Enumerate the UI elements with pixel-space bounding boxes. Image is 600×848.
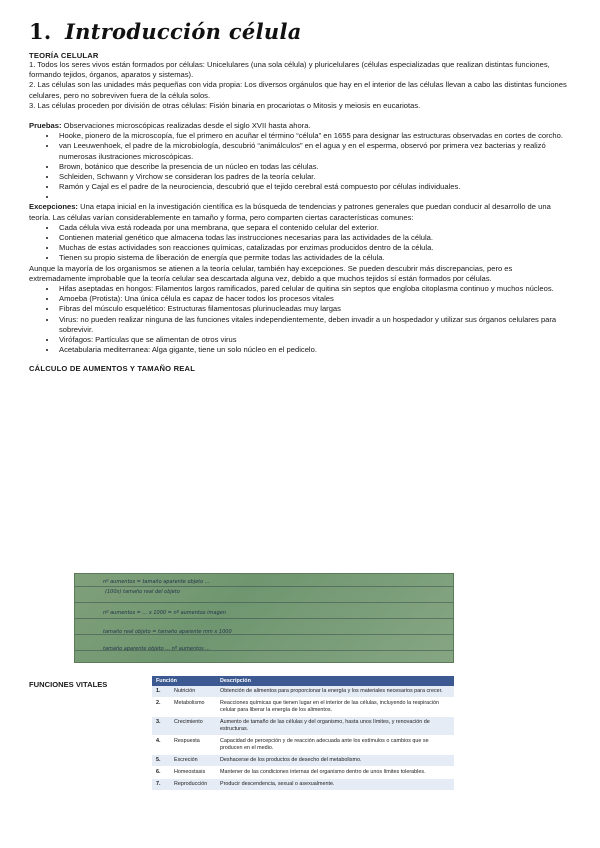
teoria-p2: 2. Las células son las unidades más pequeñas con vida propia: Los diversos orgánulos que hay en el interior de las células llevan a cabo las distintas funciones celulares, pero no sobreviven fuera de la célula solos. (29, 80, 567, 100)
pruebas-text: Observaciones microscópicas realizadas desde el siglo XVII hasta ahora. (61, 121, 311, 131)
title-text: Introducción célula (65, 18, 302, 44)
row-description: Reacciones químicas que tienen lugar en el interior de las células, incluyendo la respiración celular para liberar la energía de los alimentos. (216, 698, 454, 717)
row-function: Excreción (170, 755, 216, 767)
header-descripcion: Descripción (216, 676, 454, 686)
calculo-heading: CÁLCULO DE AUMENTOS Y TAMAÑO REAL (29, 364, 196, 374)
teoria-p1: 1. Todos los seres vivos están formados por células: Unicelulares (una sola célula) y pluricelulares (células especializadas que realizan distintas funciones, formando tejidos, órganos, aparatos y sistemas). (29, 60, 550, 80)
row-description: Aumento de tamaño de las células y del organismo, hasta unos límites, y renovación de estructuras. (216, 717, 454, 736)
list-item: • van Leeuwenhoek, el padre de la microbiología, descubrió “animálculos” en el agua y en el esperma, observó por primera vez bacterias y realizó numerosas ilustraciones microscópicas. (57, 141, 571, 161)
row-description: Capacidad de percepción y de reacción adecuada ante los estímulos o cambios que se producen en el medio. (216, 736, 454, 755)
excepciones-text: Una etapa inicial en la investigación científica es la búsqueda de tendencias y patrones generales que puedan conducir al desarrollo de una teoría. Las células varían considerablemente en tamaño y forma, pero comparten ciertas características comunes: (29, 202, 551, 222)
table-row (152, 755, 454, 767)
header-funcion: Función (152, 676, 216, 686)
list-item: • Acetabularia mediterranea: Alga gigante, tiene un solo núcleo en el pedicelo. (57, 345, 571, 355)
table-row (152, 736, 454, 755)
row-number: 4. (152, 736, 170, 755)
row-number: 2. (152, 698, 170, 717)
list-item: • Amoeba (Protista): Una única célula es capaz de hacer todos los procesos vitales (57, 294, 571, 304)
row-number: 7. (152, 779, 170, 791)
list-item: • Fibras del músculo esquelético: Estructuras filamentosas plurinucleadas muy largas (57, 304, 571, 314)
table-row (152, 686, 454, 698)
excepciones-label: Excepciones: (29, 202, 78, 212)
row-number: 5. (152, 755, 170, 767)
excepciones-paragraph (29, 202, 571, 222)
table-row (152, 717, 454, 736)
list-item: • Ramón y Cajal es el padre de la neurociencia, descubrió que el tejido cerebral está compuesto por células individuales. (57, 182, 571, 192)
title-number: 1. (29, 18, 52, 44)
row-number: 6. (152, 767, 170, 779)
document-page (29, 18, 571, 373)
handwritten-notes-photo: nº aumentos = tamaño aparente objeto ... (100x) tamaño real del objeto nº aumentos = ... x 1000 = nº aumentos imagen tamaño real objeto = tamaño aparente mm x 1000 tamaño aparente objeto ... nº aumentos ... (74, 573, 454, 663)
row-description: Mantener de las condiciones internas del organismo dentro de unos límites tolerables. (216, 767, 454, 779)
list-item: • Brown, botánico que describe la presencia de un núcleo en todas las células. (57, 162, 571, 172)
funciones-heading: FUNCIONES VITALES (29, 680, 108, 689)
row-description: Producir descendencia, sexual o asexualmente. (216, 779, 454, 791)
pruebas-list (29, 131, 571, 202)
list-item: • Virus: no pueden realizar ninguna de las funciones vitales independientemente, deben invadir a un hospedador y utilizar sus órganos celulares para sobrevivir. (57, 315, 571, 335)
row-function: Reproducción (170, 779, 216, 791)
page-title (29, 18, 571, 44)
caracteristicas-list (29, 223, 571, 264)
teoria-p3: 3. Las células proceden por división de otras células: Fisión binaria en procariotas o Mitosis y meiosis en eucariotas. (29, 100, 421, 110)
row-description: Deshacerse de los productos de desecho del metabolismo. (216, 755, 454, 767)
row-number: 1. (152, 686, 170, 698)
table-row (152, 698, 454, 717)
row-function: Respuesta (170, 736, 216, 755)
pruebas-label: Pruebas: (29, 121, 62, 131)
funciones-table (152, 676, 454, 791)
empty-list-item (57, 192, 571, 202)
excepciones-p2: Aunque la mayoría de los organismos se atienen a la teoría celular, también hay excepciones. Se pueden descubrir más discrepancias, pero es extremadamente improbable que la teoría celular sea descartada alguna vez, debido a que muchos tejidos sí están formados por células. (29, 263, 513, 283)
table-row (152, 767, 454, 779)
list-item: • Contienen material genético que almacena todas las instrucciones necesarias para las actividades de la célula. (57, 233, 571, 243)
list-item: • Tienen su propio sistema de liberación de energía que permite todas las actividades de la célula. (57, 253, 571, 263)
list-item: • Hooke, pionero de la microscopía, fue el primero en acuñar el término “célula” en 1655 para designar las estructuras observadas en cortes de corcho. (57, 131, 571, 141)
excepciones-list (29, 284, 571, 355)
list-item: • Muchas de estas actividades son reacciones químicas, catalizadas por enzimas producidos dentro de la célula. (57, 243, 571, 253)
list-item: • Hifas aseptadas en hongos: Filamentos largos ramificados, pared celular de quitina sin septos que engloba citoplasma continuo y muchos núcleos. (57, 284, 571, 294)
row-description: Obtención de alimentos para proporcionar la energía y los materiales necesarios para crecer. (216, 686, 454, 698)
list-item: • Virófagos: Partículas que se alimentan de otros virus (57, 335, 571, 345)
row-number: 3. (152, 717, 170, 736)
table-header-row (152, 676, 454, 686)
row-function: Homeostasis (170, 767, 216, 779)
list-item: • Cada célula viva está rodeada por una membrana, que separa el contenido celular del exterior. (57, 223, 571, 233)
table-row (152, 779, 454, 791)
list-item: • Schleiden, Schwann y Virchow se consideran los padres de la teoría celular. (57, 172, 571, 182)
pruebas-paragraph (29, 121, 571, 131)
teoria-heading: TEORÍA CELULAR (29, 51, 99, 60)
row-function: Crecimiento (170, 717, 216, 736)
row-function: Nutrición (170, 686, 216, 698)
row-function: Metabolismo (170, 698, 216, 717)
